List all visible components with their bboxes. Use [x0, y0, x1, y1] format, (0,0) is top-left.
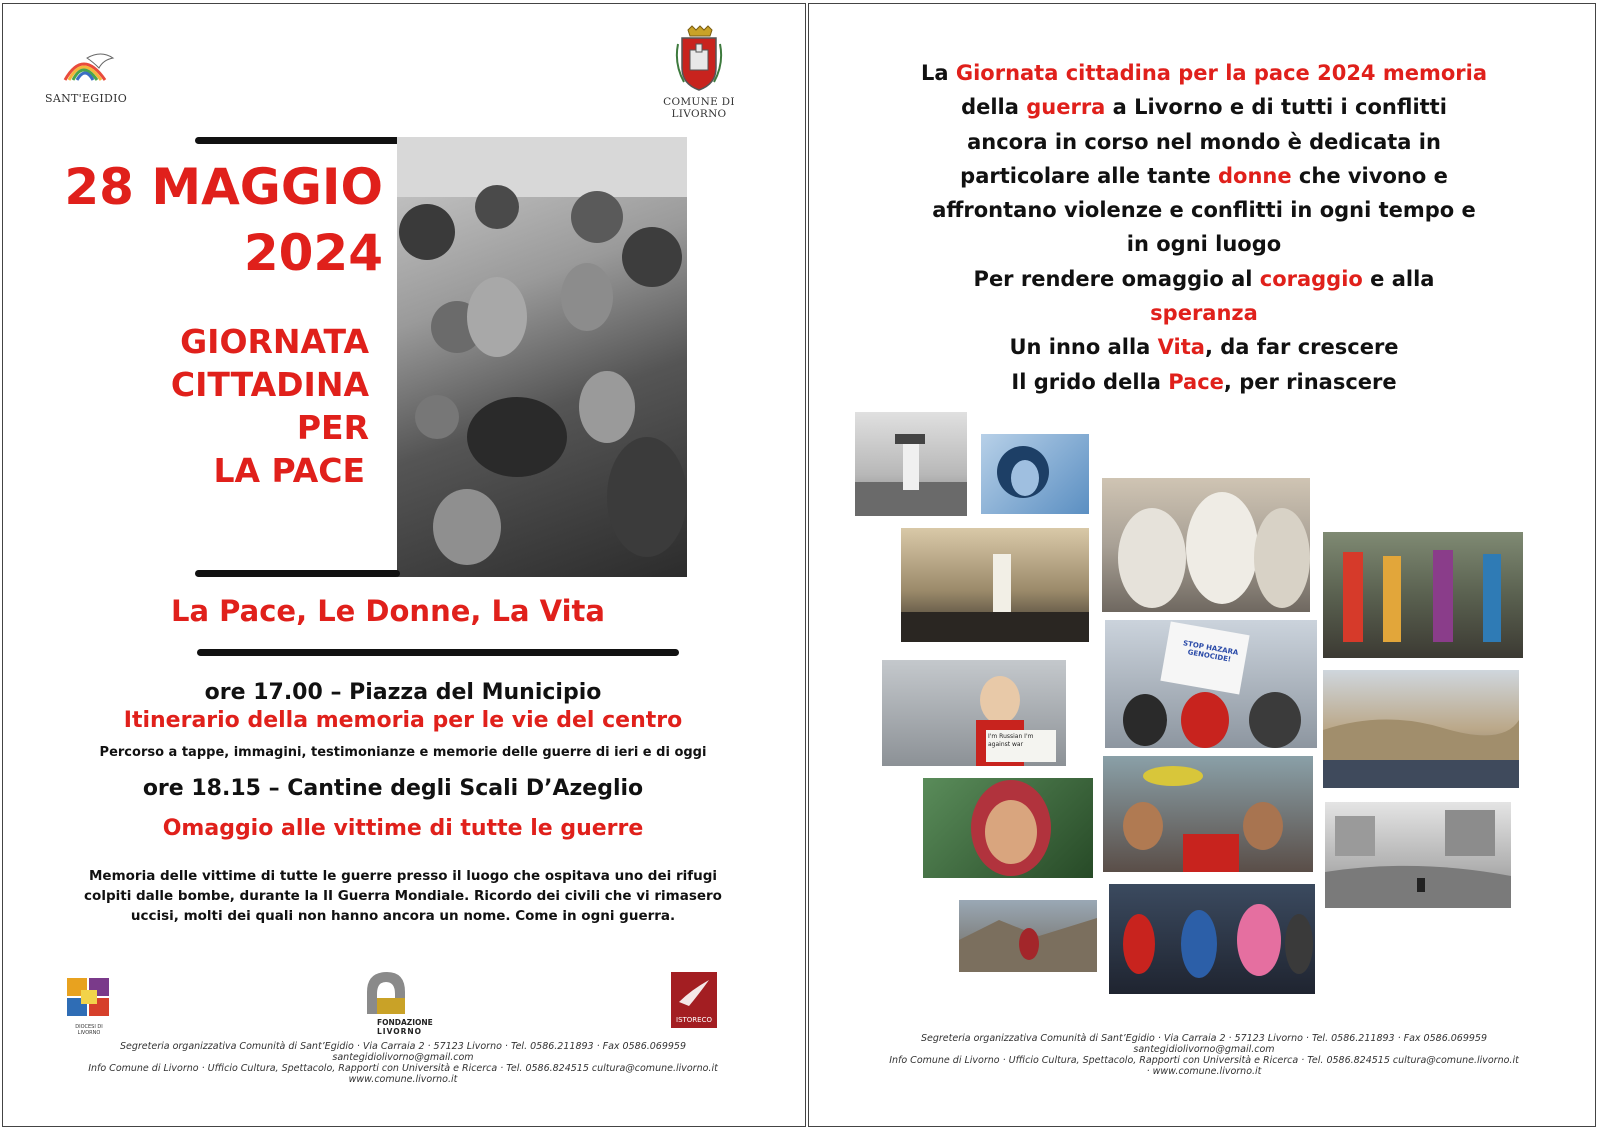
highlight-word: donne: [1218, 163, 1292, 188]
dedication-line-8: [849, 296, 1559, 330]
footer-line-1: Segreteria organizzativa Comunità di Sant’Egidio · Via Carraia 2 · 57123 Livorno · Tel. 0586.211893 · Fax 0586.069959: [119, 1041, 687, 1052]
event1-description: Percorso a tappe, immagini, testimonianze e memorie delle guerre di ieri e di oggi: [99, 745, 707, 760]
fondazione-livorno-logo: [363, 970, 433, 1034]
dedication-line-1: [849, 56, 1559, 90]
photo-hazara-protest: [1105, 620, 1317, 748]
crowd-illustration: [397, 137, 687, 577]
middle-divider: [197, 649, 679, 656]
photo-russian-protester: [882, 660, 1066, 766]
sign-hazara-text: STOP HAZARA GENOCIDE!: [1182, 639, 1239, 664]
dedication-segment: della: [961, 95, 1027, 120]
main-photo-crowd: [397, 137, 687, 577]
title-line-1: GIORNATA: [180, 322, 369, 361]
photo-women-queue: [1323, 532, 1523, 658]
dedication-segment: Un inno alla: [1009, 335, 1158, 360]
highlight-word: Vita: [1157, 335, 1205, 360]
diocesi-label: DIOCESI DI LIVORNO: [75, 1024, 103, 1036]
fondazione-line-1: FONDAZIONE: [377, 1018, 433, 1027]
dedication-segment: che vivono e: [1291, 163, 1448, 188]
photo-woman-on-car: [901, 528, 1089, 642]
dedication-segment: e alla: [1362, 266, 1435, 291]
event2-description: [43, 866, 763, 926]
event2-desc-line-1: Memoria delle vittime di tutte le guerre presso il luogo che ospitava uno dei rifugi: [88, 868, 718, 884]
highlight-word: Pace: [1168, 369, 1224, 394]
title-line-2: CITTADINA: [170, 365, 369, 404]
dedication-line-3: [849, 125, 1559, 159]
highlight-word: Giornata cittadina per la pace 2024 memoria: [955, 61, 1488, 85]
photo-refugee-families: [1109, 884, 1315, 994]
dedication-segment: , da far crescere: [1204, 335, 1399, 360]
photo-refugees-landscape: [1323, 670, 1519, 788]
santegidio-logo: [43, 44, 133, 104]
title-line-4: LA PACE: [213, 451, 365, 490]
dedication-segment: , per rinascere: [1223, 369, 1397, 394]
right-page: [808, 3, 1596, 1127]
right-footer-line-1: Segreteria organizzativa Comunità di Sant’Egidio · Via Carraia 2 · 57123 Livorno · Tel. 0586.211893 · Fax 0586.069959: [920, 1033, 1488, 1044]
dedication-line-6: [849, 227, 1559, 261]
comune-livorno-logo: [639, 24, 759, 120]
dedication-segment: in ogni luogo: [1126, 232, 1282, 257]
istoreco-bird-icon: [671, 972, 717, 1012]
istoreco-label: ISTORECO: [676, 1016, 712, 1024]
highlight-word: guerra: [1026, 95, 1106, 120]
city-crest-icon: [674, 24, 724, 92]
fondazione-label: [377, 1018, 433, 1036]
dedication-segment: particolare alle tante: [960, 163, 1218, 188]
photo-woman-blue: [981, 434, 1089, 514]
footer-line-3: Info Comune di Livorno · Ufficio Cultura, Spettacolo, Rapporti con Università e Ricerca · Tel. 0586.824515 cultura@comune.livorno.it: [88, 1063, 718, 1074]
dedication-line-2: [849, 90, 1559, 124]
sign-russian-text: I'm Russian I'm against war: [988, 733, 1034, 748]
event1-title: Itinerario della memoria per le vie del centro: [123, 708, 683, 733]
santegidio-label: SANT'EGIDIO: [45, 92, 128, 105]
dedication-line-5: [849, 193, 1559, 227]
dedication-line-7: [849, 262, 1559, 296]
photo-veiled-women: [1102, 478, 1310, 612]
dedication-text: [849, 56, 1559, 399]
photo-ruined-town: [1325, 802, 1511, 908]
event2-desc-line-2: colpiti dalle bombe, durante la II Guerra Mondiale. Ricordo dei civili che vi rimasero: [84, 888, 722, 904]
event-title: [103, 320, 369, 492]
diocesi-logo: [65, 976, 115, 1036]
dedication-segment: Per rendere omaggio al: [973, 266, 1260, 291]
event2-title: Omaggio alle vittime di tutte le guerre: [162, 816, 644, 841]
title-line-3: PER: [296, 408, 369, 447]
comune-label: COMUNE DI LIVORNO: [663, 96, 735, 120]
dedication-segment: La: [920, 61, 956, 85]
dedication-segment: a Livorno e di tutti i conflitti: [1105, 95, 1447, 120]
right-footer-email[interactable]: santegidiolivorno@gmail.com: [1133, 1044, 1275, 1055]
event1-time: ore 17.00 – Piazza del Municipio: [204, 680, 602, 705]
photo-girl-mountains: [959, 900, 1097, 972]
left-page: [2, 3, 806, 1127]
fondazione-arch-icon: [363, 970, 409, 1014]
top-divider: [195, 137, 400, 144]
photo-bottom-divider: [195, 570, 400, 577]
dedication-segment: Il grido della: [1011, 369, 1169, 394]
dedication-segment: affrontano violenze e conflitti in ogni tempo e: [932, 198, 1476, 223]
footer-website[interactable]: www.comune.livorno.it: [348, 1074, 458, 1085]
subtitle: La Pace, Le Donne, La Vita: [171, 594, 605, 628]
dedication-line-9: [849, 330, 1559, 364]
right-footer: [869, 1033, 1539, 1077]
event-date: [53, 154, 383, 286]
right-footer-line-3: Info Comune di Livorno · Ufficio Cultura, Spettacolo, Rapporti con Università e Ricerca · Tel. 0586.824515 cultura@comune.livorno.it: [889, 1055, 1519, 1066]
photo-woman-carrying-load: [855, 412, 967, 516]
date-line-1: 28 MAGGIO: [64, 158, 383, 216]
event2-time: ore 18.15 – Cantine degli Scali D’Azeglio: [142, 776, 644, 801]
event2-desc-line-3: uccisi, molti dei quali non hanno ancora un nome. Come in ogni guerra.: [130, 908, 676, 924]
left-footer: [63, 1041, 743, 1085]
photo-smiling-woman: [923, 778, 1093, 878]
istoreco-logo: [671, 972, 717, 1028]
dove-rainbow-icon: [43, 44, 133, 86]
footer-email[interactable]: santegidiolivorno@gmail.com: [332, 1052, 474, 1063]
date-line-2: 2024: [243, 224, 383, 282]
photo-myanmar-protest: [1103, 756, 1313, 872]
dedication-segment: ancora in corso nel mondo è dedicata in: [967, 129, 1441, 154]
fondazione-line-2: LIVORNO: [377, 1027, 423, 1036]
diocesi-mosaic-icon: [65, 976, 113, 1020]
right-footer-website[interactable]: · www.comune.livorno.it: [1146, 1066, 1262, 1077]
dedication-line-10: [849, 365, 1559, 399]
dedication-line-4: [849, 159, 1559, 193]
highlight-word: speranza: [1150, 301, 1258, 326]
highlight-word: coraggio: [1259, 266, 1363, 291]
